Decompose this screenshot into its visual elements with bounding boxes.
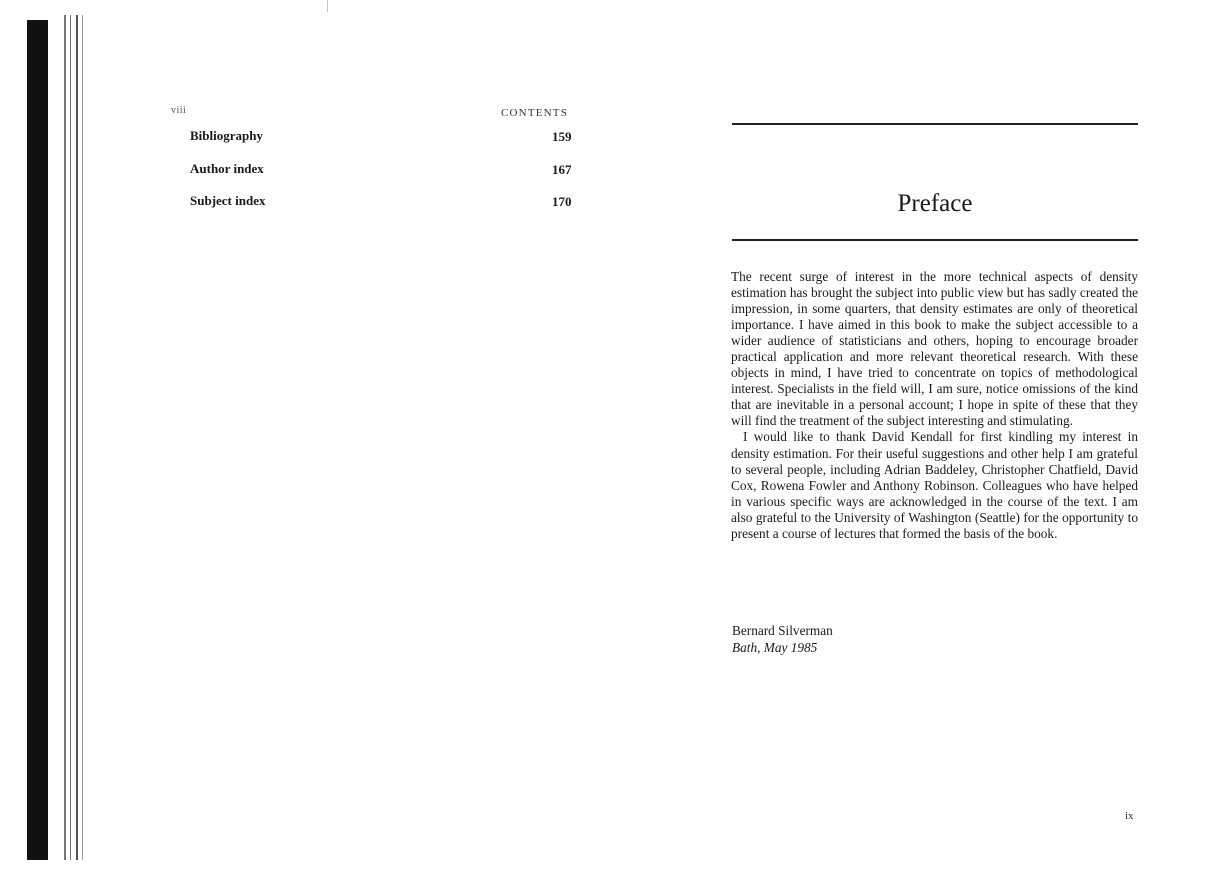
toc-entry-title: Bibliography	[190, 128, 263, 143]
book-spine-shadow	[0, 0, 90, 870]
toc-entry-page: 170	[552, 194, 572, 209]
toc-entry-title: Author index	[190, 160, 264, 176]
running-head: CONTENTS	[501, 107, 569, 119]
author-name: Bernard Silverman	[732, 623, 833, 638]
place-date: Bath, May 1985	[732, 639, 818, 655]
paragraph: I would like to thank David Kendall for first kindling my interest in density estimation. For their useful suggestions and other help I am grateful to several people, including Adrian Baddeley, Christopher Chatfield, David Cox, Rowena Fowler and Anthony Robinson. Colleagues who have helped in various specific ways are acknowledged in the course of the text. I am also grateful to the University of Washington (Seattle) for the opportunity to present a course of lectures that formed the basis of the book.	[731, 429, 1138, 541]
toc-entry-title: Subject index	[190, 193, 266, 208]
preface-body	[731, 269, 1138, 542]
paragraph: The recent surge of interest in the more technical aspects of density estimation has brought the subject into public view but has sadly created the impression, in some quarters, that density estimates are only of theoretical importance. I have aimed in this book to make the subject accessible to a wider audience of statisticians and others, hoping to encourage broader practical application and more relevant theoretical research. With these objects in mind, I have tried to concentrate on topics of methodological interest. Specialists in the field will, I am sure, notice omissions of the kind that are inevitable in a personal account; I hope in spite of these that they will find the treatment of the subject interesting and stimulating.	[731, 269, 1138, 429]
page-title: Preface	[897, 190, 973, 217]
gutter-mark	[327, 0, 328, 12]
table-of-contents	[190, 128, 580, 226]
spine-line	[64, 15, 66, 860]
left-page-number: viii	[171, 105, 187, 116]
toc-entry	[190, 193, 580, 226]
spine-line	[82, 15, 83, 860]
toc-entry-page: 167	[552, 161, 572, 177]
spine-line	[76, 15, 78, 860]
spine-dark-band	[27, 20, 48, 860]
top-rule	[732, 123, 1138, 125]
spine-line	[70, 15, 71, 860]
toc-entry	[190, 128, 580, 161]
right-page-number: ix	[1125, 810, 1134, 822]
signature-block	[732, 623, 833, 656]
bottom-rule	[732, 239, 1138, 241]
toc-entry	[190, 161, 580, 194]
toc-entry-page: 159	[552, 129, 572, 144]
